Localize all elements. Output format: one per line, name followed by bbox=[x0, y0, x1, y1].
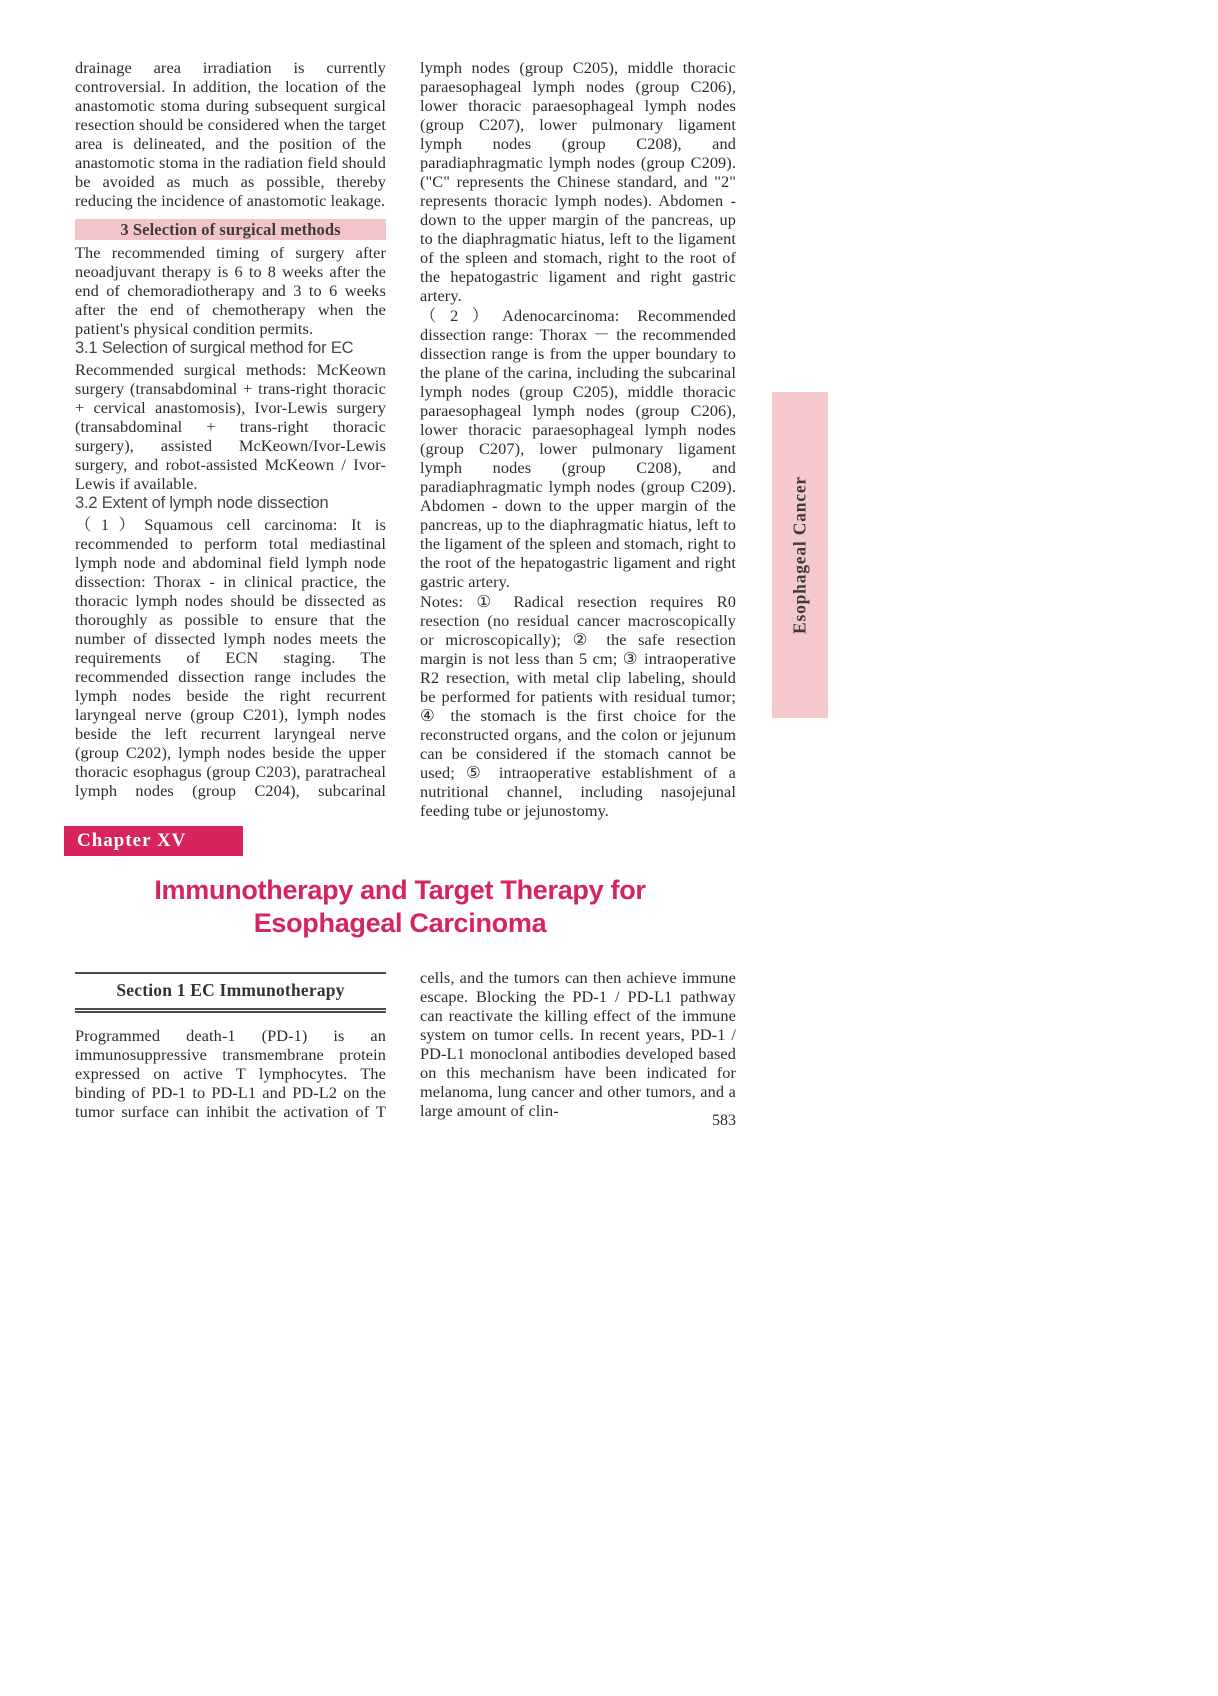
left-column bbox=[75, 58, 386, 801]
right-column bbox=[420, 58, 736, 821]
chapter-title bbox=[70, 874, 730, 940]
section-1-header: Section 1 EC Immunotherapy bbox=[75, 972, 386, 1013]
paragraph-squamous-continued: lymph nodes (group C205), middle thoracic paraesophageal lymph nodes (group C206), lower thoracic paraesophageal lymph nodes (group C207), lower pulmonary ligament lymph nodes (group C208), and paradiaphragmatic lymph nodes (group C209). ("C" represents the Chinese standard, and "2" represents thoracic lymph nodes). Abdomen - down to the upper margin of the pancreas, up to the diaphragmatic hiatus, left to the ligament of the spleen and stomach, right to the root of the hepatogastric ligament and right gastric artery. bbox=[420, 58, 736, 305]
section1-left-paragraph: Programmed death-1 (PD-1) is an immunosuppressive transmembrane protein expressed on active T lymphocytes. The binding of PD-1 to PD-L1 and PD-L2 on the tumor surface can inhibit the activation of T bbox=[75, 1026, 386, 1121]
paragraph-adenocarcinoma: （2）Adenocarcinoma: Recommended dissection range: Thorax － the recommended dissection range is from the upper boundary to the plane of the carina, including the subcarinal lymph nodes (group C205), middle thoracic paraesophageal lymph nodes (group C206), lower thoracic paraesophageal lymph nodes (group C207), lower pulmonary ligament lymph nodes (group C208), and paradiaphragmatic lymph nodes (group C209). Abdomen - down to the upper margin of the pancreas, up to the diaphragmatic hiatus, left to the ligament of the spleen and stomach, right to the root of the hepatogastric ligament and right gastric artery. bbox=[420, 306, 736, 591]
chapter-title-line-2: Esophageal Carcinoma bbox=[253, 908, 547, 938]
section1-left-column bbox=[75, 972, 386, 1122]
heading-3-1: 3.1 Selection of surgical method for EC bbox=[75, 339, 354, 357]
section1-right-paragraph: cells, and the tumors can then achieve immune escape. Blocking the PD-1 / PD-L1 pathway can reactivate the killing effect of the immune system on tumor cells. In recent years, PD-1 / PD-L1 monoclonal antibodies developed based on this mechanism have been indicated for melanoma, lung cancer and other tumors, and a large amount of clin- bbox=[420, 968, 736, 1120]
paragraph-timing: The recommended timing of surgery after neoadjuvant therapy is 6 to 8 weeks after the end of chemoradiotherapy and 3 to 6 weeks after the end of chemotherapy when the patient's physical condition permits. bbox=[75, 243, 386, 338]
section1-right-column bbox=[420, 968, 736, 1121]
edge-tab-label: Esophageal Cancer bbox=[789, 476, 810, 634]
paragraph-intro: drainage area irradiation is currently controversial. In addition, the location of the anastomotic stoma during subsequent surgical resection should be considered when the target area is delineated, and the position of the anastomotic stoma in the radiation field should be avoided as much as possible, thereby reducing the incidence of anastomotic leakage. bbox=[75, 58, 386, 210]
section-3-header: 3 Selection of surgical methods bbox=[75, 219, 386, 240]
edge-tab-esophageal-cancer bbox=[772, 392, 828, 718]
heading-3-2: 3.2 Extent of lymph node dissection bbox=[75, 494, 329, 512]
chapter-banner: Chapter XV bbox=[64, 826, 243, 856]
paragraph-methods: Recommended surgical methods: McKeown surgery (transabdominal + trans-right thoracic + cervical anastomosis), Ivor-Lewis surgery (transabdominal + trans-right thoracic surgery), assisted McKeown/Ivor-Lewis surgery, and robot-assisted McKeown / Ivor-Lewis if available. bbox=[75, 360, 386, 493]
page-number: 583 bbox=[712, 1112, 736, 1129]
paragraph-notes: Notes: ① Radical resection requires R0 resection (no residual cancer macroscopically or microscopically); ② the safe resection margin is not less than 5 cm; ③ intraoperative R2 resection, with metal clip labeling, should be performed for patients with residual tumor; ④ the stomach is the first choice for the reconstructed organs, and the colon or jejunum can be considered if the stomach cannot be used; ⑤ intraoperative establishment of a nutritional channel, including nasojejunal feeding tube or jejunostomy. bbox=[420, 592, 736, 820]
paragraph-squamous: （1）Squamous cell carcinoma: It is recommended to perform total mediastinal lymph node and abdominal field lymph node dissection: Thorax - in clinical practice, the thoracic lymph nodes should be dissected as thoroughly as possible to ensure that the number of dissected lymph nodes meets the requirements of ECN staging. The recommended dissection range includes the lymph nodes beside the right recurrent laryngeal nerve (group C201), lymph nodes beside the left recurrent laryngeal nerve (group C202), lymph nodes beside the upper thoracic esophagus (group C203), paratracheal lymph nodes (group C204), subcarinal bbox=[75, 515, 386, 800]
chapter-title-line-1: Immunotherapy and Target Therapy for bbox=[154, 875, 646, 905]
